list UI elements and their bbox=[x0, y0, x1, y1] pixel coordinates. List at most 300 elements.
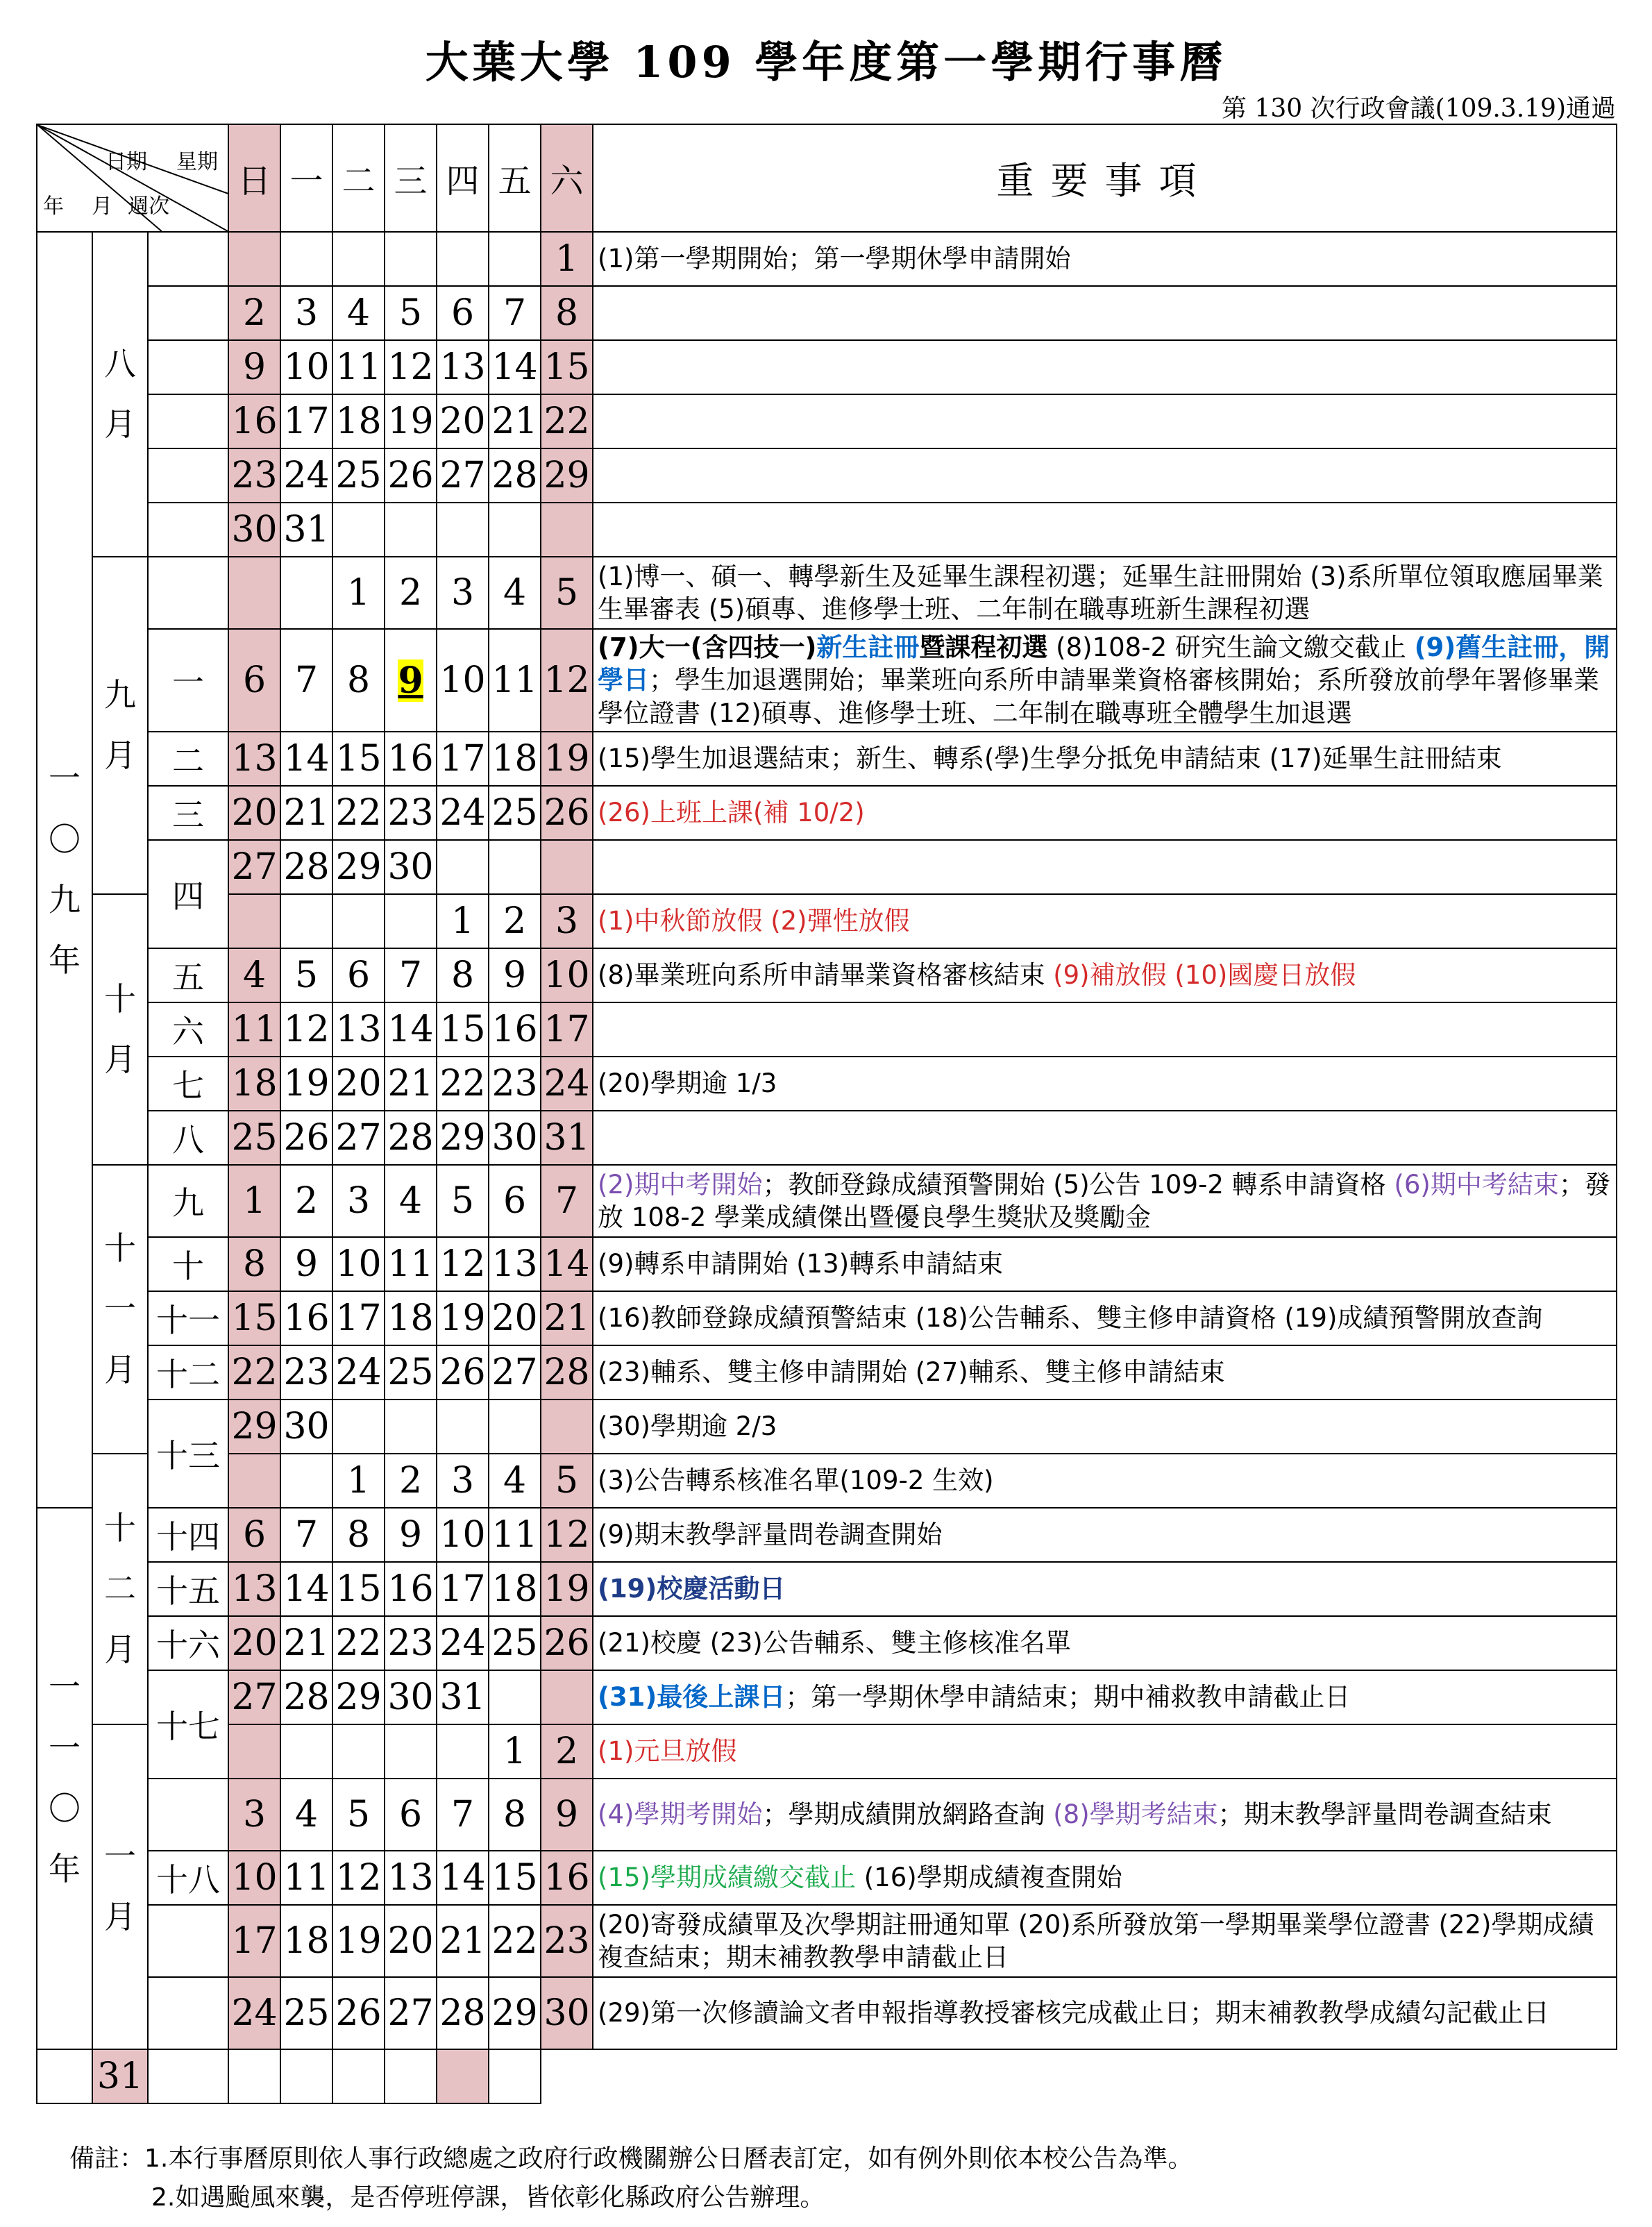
week-number: 十八 bbox=[148, 1851, 228, 1905]
day-monday bbox=[280, 1977, 332, 2049]
day-saturday bbox=[541, 232, 593, 286]
day-wednesday bbox=[385, 1724, 437, 1779]
day-thursday bbox=[437, 340, 489, 394]
week-number: 四 bbox=[148, 840, 228, 948]
week-row bbox=[37, 1111, 1617, 1165]
day-number: 19 bbox=[543, 1568, 590, 1611]
day-thursday bbox=[437, 232, 489, 286]
day-sunday bbox=[228, 557, 280, 629]
day-wednesday bbox=[385, 557, 437, 629]
day-number: 23 bbox=[387, 792, 434, 834]
day-friday bbox=[489, 1562, 541, 1616]
month-october: 十 月 bbox=[92, 894, 148, 1165]
day-thursday bbox=[332, 2049, 385, 2103]
day-number: 25 bbox=[283, 1992, 330, 2035]
day-number: 3 bbox=[450, 1460, 475, 1502]
day-thursday bbox=[437, 1562, 489, 1616]
day-number: 16 bbox=[387, 1568, 434, 1611]
week-number bbox=[148, 1977, 228, 2049]
day-friday bbox=[489, 894, 541, 948]
day-number: 7 bbox=[398, 955, 423, 997]
day-number: 13 bbox=[387, 1857, 434, 1899]
day-tuesday bbox=[332, 1616, 385, 1670]
week-number bbox=[148, 394, 228, 448]
day-number: 1 bbox=[242, 1180, 267, 1222]
day-saturday bbox=[541, 286, 593, 340]
day-saturday bbox=[541, 786, 593, 840]
day-saturday bbox=[541, 840, 593, 894]
day-number: 23 bbox=[543, 1920, 590, 1963]
day-thursday bbox=[437, 286, 489, 340]
day-sunday bbox=[228, 732, 280, 786]
day-tuesday bbox=[332, 1779, 385, 1851]
day-number: 21 bbox=[439, 1920, 486, 1963]
day-sunday bbox=[228, 629, 280, 732]
header-monday: 一 bbox=[280, 124, 332, 232]
day-thursday bbox=[437, 448, 489, 503]
event-cell bbox=[593, 1345, 1617, 1400]
header-weekday-label: 星期 bbox=[176, 150, 218, 174]
week-number: 十 bbox=[148, 1237, 228, 1291]
event-text: (4)學期考開始 bbox=[598, 1799, 763, 1830]
day-monday bbox=[280, 232, 332, 286]
day-wednesday bbox=[385, 1345, 437, 1400]
week-row bbox=[37, 1508, 1617, 1562]
day-number: 29 bbox=[335, 846, 382, 889]
event-text: ；發放 108-2 學業成績傑出暨優良學生獎狀及獎勵金 bbox=[598, 1169, 1610, 1233]
day-thursday bbox=[437, 1291, 489, 1345]
event-text: (15)學期成績繳交截止 bbox=[598, 1863, 856, 1893]
day-number: 8 bbox=[242, 1243, 267, 1286]
week-row bbox=[37, 1977, 1617, 2049]
week-row bbox=[37, 2049, 1617, 2103]
calendar-table bbox=[36, 124, 1617, 2104]
day-number: 23 bbox=[283, 1352, 330, 1394]
day-number: 7 bbox=[555, 1180, 579, 1222]
day-sunday bbox=[228, 1562, 280, 1616]
day-number: 21 bbox=[387, 1063, 434, 1105]
day-number: 13 bbox=[231, 1568, 278, 1611]
event-cell bbox=[593, 1779, 1617, 1851]
header-thursday: 四 bbox=[437, 124, 489, 232]
event-cell bbox=[593, 629, 1617, 732]
day-saturday bbox=[541, 629, 593, 732]
day-number: 27 bbox=[231, 846, 278, 889]
day-number: 9 bbox=[398, 659, 423, 702]
day-monday bbox=[280, 1454, 332, 1508]
day-number: 29 bbox=[439, 1117, 486, 1159]
day-number: 1 bbox=[450, 900, 475, 943]
day-number: 31 bbox=[543, 1117, 590, 1159]
event-text: (30)學期逾 2/3 bbox=[598, 1411, 777, 1442]
day-saturday bbox=[541, 732, 593, 786]
day-saturday bbox=[541, 1165, 593, 1237]
week-number bbox=[148, 232, 228, 286]
event-cell bbox=[593, 732, 1617, 786]
event-cell bbox=[593, 1454, 1617, 1508]
day-number: 26 bbox=[387, 455, 434, 496]
day-tuesday bbox=[332, 894, 385, 948]
day-number: 25 bbox=[387, 1352, 434, 1394]
day-number: 11 bbox=[283, 1857, 330, 1899]
day-friday bbox=[489, 286, 541, 340]
event-cell bbox=[593, 1724, 1617, 1779]
week-number: 六 bbox=[148, 1002, 228, 1057]
week-row bbox=[37, 732, 1617, 786]
day-saturday bbox=[541, 1345, 593, 1400]
day-number: 13 bbox=[491, 1243, 538, 1286]
day-wednesday bbox=[385, 1851, 437, 1905]
day-monday bbox=[280, 840, 332, 894]
day-friday bbox=[489, 1508, 541, 1562]
day-number: 5 bbox=[555, 572, 579, 614]
day-number: 16 bbox=[543, 1857, 590, 1899]
week-number: 十六 bbox=[148, 1616, 228, 1670]
day-sunday bbox=[228, 1111, 280, 1165]
day-number: 12 bbox=[283, 1009, 330, 1051]
day-number: 25 bbox=[335, 455, 382, 496]
day-friday bbox=[489, 840, 541, 894]
event-cell bbox=[593, 286, 1617, 340]
week-row bbox=[37, 1851, 1617, 1905]
event-cell bbox=[593, 1616, 1617, 1670]
event-cell bbox=[593, 1562, 1617, 1616]
day-tuesday bbox=[332, 1400, 385, 1454]
day-number: 22 bbox=[231, 1352, 278, 1394]
day-friday bbox=[489, 448, 541, 503]
day-tuesday bbox=[332, 840, 385, 894]
event-cell bbox=[593, 1111, 1617, 1165]
day-monday bbox=[280, 394, 332, 448]
day-number: 3 bbox=[346, 1180, 371, 1222]
event-text: (26)上班上課(補 10/2) bbox=[598, 798, 865, 828]
week-row bbox=[37, 232, 1617, 286]
day-wednesday bbox=[385, 286, 437, 340]
week-number bbox=[148, 503, 228, 557]
week-number: 十四 bbox=[148, 1508, 228, 1562]
day-wednesday bbox=[385, 1002, 437, 1057]
day-number: 16 bbox=[283, 1297, 330, 1340]
day-friday bbox=[489, 1111, 541, 1165]
day-tuesday bbox=[332, 503, 385, 557]
event-text: (6)期中考結束 bbox=[1394, 1169, 1559, 1200]
day-number: 21 bbox=[283, 792, 330, 834]
day-number: 5 bbox=[450, 1180, 475, 1222]
event-cell bbox=[593, 1851, 1617, 1905]
day-number: 6 bbox=[398, 1794, 423, 1836]
day-thursday bbox=[437, 1670, 489, 1724]
day-number: 14 bbox=[283, 738, 330, 780]
day-friday bbox=[489, 1724, 541, 1779]
event-text: ；第一學期休學申請結束；期中補救教申請截止日 bbox=[785, 1682, 1351, 1713]
day-number: 18 bbox=[491, 738, 538, 780]
day-monday bbox=[280, 786, 332, 840]
day-number: 29 bbox=[543, 455, 590, 496]
day-thursday bbox=[437, 1616, 489, 1670]
day-number: 24 bbox=[335, 1352, 382, 1394]
event-text: (3)公告轉系核准名單(109-2 生效) bbox=[598, 1465, 994, 1496]
day-wednesday bbox=[280, 2049, 332, 2103]
day-number: 1 bbox=[555, 238, 579, 280]
day-sunday bbox=[228, 1508, 280, 1562]
day-number: 20 bbox=[231, 1622, 278, 1665]
month-september: 九 月 bbox=[92, 557, 148, 894]
event-cell bbox=[593, 1291, 1617, 1345]
event-cell bbox=[593, 948, 1617, 1002]
month-january: 一 月 bbox=[92, 1724, 148, 2049]
event-text: (16)學期成績複查開始 bbox=[855, 1863, 1122, 1893]
day-saturday bbox=[541, 894, 593, 948]
event-cell bbox=[593, 448, 1617, 503]
day-number: 19 bbox=[439, 1297, 486, 1340]
day-tuesday bbox=[332, 232, 385, 286]
day-sunday bbox=[228, 286, 280, 340]
day-thursday bbox=[437, 1165, 489, 1237]
day-number: 29 bbox=[335, 1676, 382, 1719]
event-text: (16)教師登錄成績預警結束 (18)公告輔系、雙主修申請資格 (19)成績預警開放查詢 bbox=[598, 1303, 1543, 1334]
week-number bbox=[148, 286, 228, 340]
day-number: 20 bbox=[335, 1063, 382, 1105]
day-wednesday bbox=[385, 232, 437, 286]
day-sunday bbox=[228, 503, 280, 557]
event-text: (29)第一次修讀論文者申報指導教授審核完成截止日；期末補教教學成績勾記截止日 bbox=[598, 1998, 1549, 2028]
header-week-label: 週次 bbox=[128, 194, 169, 219]
day-friday bbox=[489, 1291, 541, 1345]
week-row bbox=[37, 394, 1617, 448]
day-tuesday bbox=[332, 786, 385, 840]
day-number: 20 bbox=[439, 401, 486, 442]
day-number: 16 bbox=[231, 401, 278, 442]
day-number: 23 bbox=[231, 455, 278, 496]
day-friday bbox=[489, 948, 541, 1002]
day-monday bbox=[280, 894, 332, 948]
day-saturday bbox=[541, 1508, 593, 1562]
day-number: 7 bbox=[450, 1794, 475, 1836]
day-tuesday bbox=[332, 732, 385, 786]
day-number: 20 bbox=[231, 792, 278, 834]
day-sunday bbox=[228, 448, 280, 503]
day-number: 4 bbox=[503, 1460, 527, 1502]
day-number: 25 bbox=[491, 1622, 538, 1665]
day-tuesday bbox=[332, 557, 385, 629]
day-tuesday bbox=[332, 394, 385, 448]
day-number: 6 bbox=[450, 292, 475, 334]
day-number: 17 bbox=[439, 1568, 486, 1611]
day-number: 7 bbox=[503, 292, 527, 334]
event-text: (31)最後上課日 bbox=[598, 1682, 786, 1713]
day-tuesday bbox=[332, 448, 385, 503]
event-text: (20)寄發成績單及次學期註冊通知單 (20)系所發放第一學期畢業學位證書 (22)學期成績複查結束；期末補教教學申請截止日 bbox=[598, 1909, 1594, 1973]
week-row bbox=[37, 1057, 1617, 1111]
header-saturday: 六 bbox=[541, 124, 593, 232]
day-tuesday bbox=[332, 1291, 385, 1345]
event-cell bbox=[593, 786, 1617, 840]
day-wednesday bbox=[385, 1165, 437, 1237]
day-wednesday bbox=[385, 1616, 437, 1670]
day-friday bbox=[489, 340, 541, 394]
week-number: 十七 bbox=[148, 1670, 228, 1779]
day-sunday bbox=[228, 1057, 280, 1111]
day-number: 9 bbox=[503, 955, 527, 997]
day-thursday bbox=[437, 1400, 489, 1454]
day-number: 28 bbox=[491, 455, 538, 496]
day-friday bbox=[489, 1165, 541, 1237]
day-wednesday bbox=[385, 786, 437, 840]
day-sunday bbox=[228, 1670, 280, 1724]
footnote-1: 備註：1.本行事曆原則依人事行政總處之政府行政機關辦公日曆表訂定，如有例外則依本校公告為準。 bbox=[69, 2144, 1193, 2173]
week-row bbox=[37, 1454, 1617, 1508]
day-tuesday bbox=[332, 1454, 385, 1508]
event-text: (8)108-2 研究生論文繳交截止 bbox=[1047, 632, 1415, 662]
day-number: 24 bbox=[283, 455, 330, 496]
day-number: 28 bbox=[387, 1117, 434, 1159]
week-number: 九 bbox=[148, 1165, 228, 1237]
day-number: 13 bbox=[439, 346, 486, 388]
week-row bbox=[37, 840, 1617, 894]
day-thursday bbox=[437, 786, 489, 840]
day-number: 6 bbox=[242, 1514, 267, 1556]
day-thursday bbox=[437, 1057, 489, 1111]
event-text: (1)元旦放假 bbox=[598, 1736, 737, 1767]
day-number: 10 bbox=[283, 346, 330, 388]
day-number: 28 bbox=[283, 1676, 330, 1719]
day-friday bbox=[489, 503, 541, 557]
day-sunday bbox=[228, 1237, 280, 1291]
day-friday bbox=[489, 1400, 541, 1454]
day-friday bbox=[489, 1454, 541, 1508]
day-friday bbox=[489, 1057, 541, 1111]
week-row bbox=[37, 503, 1617, 557]
day-saturday bbox=[541, 1291, 593, 1345]
day-wednesday bbox=[385, 340, 437, 394]
day-number: 2 bbox=[503, 900, 527, 943]
event-text: (9)補放假 (10)國慶日放假 bbox=[1053, 960, 1356, 991]
week-number bbox=[148, 448, 228, 503]
day-monday bbox=[280, 1562, 332, 1616]
day-number: 22 bbox=[439, 1063, 486, 1105]
day-number: 15 bbox=[439, 1009, 486, 1051]
day-number: 2 bbox=[398, 572, 423, 614]
day-saturday bbox=[541, 1562, 593, 1616]
day-tuesday bbox=[332, 948, 385, 1002]
day-number: 27 bbox=[231, 1676, 278, 1719]
day-number: 5 bbox=[555, 1460, 579, 1502]
event-text: (1)中秋節放假 (2)彈性放假 bbox=[598, 906, 910, 936]
day-number: 19 bbox=[283, 1063, 330, 1105]
day-number: 15 bbox=[543, 346, 590, 388]
day-number: 10 bbox=[231, 1857, 278, 1899]
day-number: 19 bbox=[387, 401, 434, 442]
event-text: ；學期成績開放網路查詢 bbox=[762, 1799, 1054, 1830]
day-wednesday bbox=[385, 1670, 437, 1724]
day-saturday bbox=[541, 394, 593, 448]
day-number: 4 bbox=[503, 572, 527, 614]
day-wednesday bbox=[385, 1562, 437, 1616]
day-wednesday bbox=[385, 1111, 437, 1165]
day-monday bbox=[280, 1779, 332, 1851]
day-thursday bbox=[437, 840, 489, 894]
week-row bbox=[37, 340, 1617, 394]
day-saturday bbox=[541, 1670, 593, 1724]
day-monday bbox=[280, 732, 332, 786]
day-monday bbox=[280, 1508, 332, 1562]
week-row bbox=[37, 1670, 1617, 1724]
day-number: 5 bbox=[398, 292, 423, 334]
day-number: 23 bbox=[491, 1063, 538, 1105]
day-monday bbox=[280, 448, 332, 503]
day-number: 8 bbox=[555, 292, 579, 334]
page-title: 大葉大學 109 學年度第一學期行事曆 bbox=[425, 37, 1227, 87]
event-cell bbox=[489, 2049, 541, 2103]
week-row bbox=[37, 1237, 1617, 1291]
day-number: 4 bbox=[242, 955, 267, 997]
week-row bbox=[37, 1400, 1617, 1454]
day-number: 8 bbox=[450, 955, 475, 997]
day-saturday bbox=[541, 1400, 593, 1454]
day-saturday bbox=[541, 1724, 593, 1779]
week-number: 三 bbox=[148, 786, 228, 840]
week-number bbox=[148, 1905, 228, 1977]
day-number: 6 bbox=[503, 1180, 527, 1222]
day-thursday bbox=[437, 1002, 489, 1057]
day-number: 2 bbox=[242, 292, 267, 334]
day-tuesday bbox=[332, 1508, 385, 1562]
day-sunday bbox=[228, 394, 280, 448]
day-thursday bbox=[437, 1779, 489, 1851]
day-tuesday bbox=[228, 2049, 280, 2103]
day-number: 26 bbox=[543, 1622, 590, 1665]
day-monday bbox=[280, 1111, 332, 1165]
day-monday bbox=[280, 1002, 332, 1057]
event-cell bbox=[593, 232, 1617, 286]
day-number: 17 bbox=[439, 738, 486, 780]
day-friday bbox=[489, 1345, 541, 1400]
day-number: 30 bbox=[491, 1117, 538, 1159]
day-number: 17 bbox=[335, 1297, 382, 1340]
day-number: 28 bbox=[543, 1352, 590, 1394]
day-number: 14 bbox=[491, 346, 538, 388]
day-friday bbox=[385, 2049, 437, 2103]
week-row bbox=[37, 948, 1617, 1002]
event-text: (9)舊生註冊，開學日 bbox=[598, 632, 1610, 696]
day-number: 17 bbox=[543, 1009, 590, 1051]
day-number: 6 bbox=[346, 955, 371, 997]
event-cell bbox=[593, 1165, 1617, 1237]
day-sunday bbox=[228, 948, 280, 1002]
day-friday bbox=[489, 732, 541, 786]
header-date-label: 日期 bbox=[106, 150, 147, 174]
week-number: 五 bbox=[148, 948, 228, 1002]
day-number: 10 bbox=[543, 955, 590, 997]
week-row bbox=[37, 1905, 1617, 1977]
day-number: 31 bbox=[283, 509, 330, 551]
day-number: 17 bbox=[231, 1920, 278, 1963]
day-number: 8 bbox=[346, 1514, 371, 1556]
day-monday bbox=[280, 629, 332, 732]
day-saturday bbox=[541, 1454, 593, 1508]
day-saturday bbox=[541, 1111, 593, 1165]
day-wednesday bbox=[385, 394, 437, 448]
day-number: 22 bbox=[543, 401, 590, 442]
day-tuesday bbox=[332, 1562, 385, 1616]
day-sunday bbox=[228, 786, 280, 840]
day-number: 11 bbox=[231, 1009, 278, 1051]
event-text: (9)期末教學評量問卷調查開始 bbox=[598, 1520, 943, 1550]
header-friday: 五 bbox=[489, 124, 541, 232]
day-saturday bbox=[541, 1616, 593, 1670]
day-number: 18 bbox=[491, 1568, 538, 1611]
footnote-2: 2.如遇颱風來襲，是否停班停課，皆依彰化縣政府公告辦理。 bbox=[151, 2183, 825, 2212]
